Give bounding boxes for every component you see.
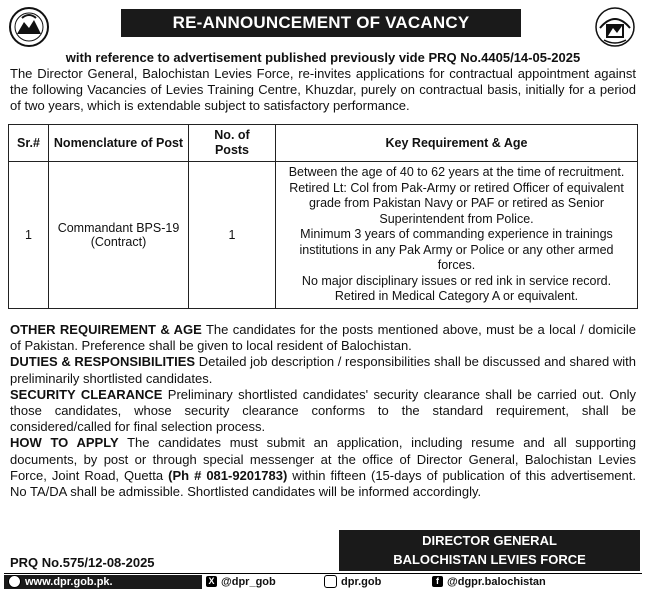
cell-requirements (276, 162, 638, 309)
header-sr: Sr.# (9, 125, 49, 162)
reference-line: with reference to advertisement published previously vide PRQ No.4405/14-05-2025 (65, 50, 581, 65)
header-posts-line2: Posts (214, 143, 250, 157)
facebook-text: @dgpr.balochistan (447, 575, 546, 588)
apply-text-2: within fifteen (15-days of publication of this advertisement. No TA/DA shall be admissible. Shortlisted candidates will be informed accordingly. (10, 467, 636, 500)
signature-block (339, 530, 640, 571)
duties-heading: DUTIES & RESPONSIBILITIES (10, 354, 196, 370)
balochistan-government-seal-icon (594, 6, 636, 48)
apply-paragraph (10, 435, 636, 500)
footer-facebook[interactable] (428, 575, 642, 589)
instagram-text: dpr.gob (341, 575, 382, 588)
signature-title: DIRECTOR GENERAL (422, 533, 557, 548)
requirement-item: Between the age of 40 to 62 years at the time of recruitment. (288, 165, 625, 179)
header-requirement: Key Requirement & Age (276, 125, 638, 162)
apply-text: The candidates must submit an application, including resume and all supporting documents, by post or through special messenger at the office of Director General, Balochistan Levies Force, Joint Road, Quetta (10, 435, 636, 483)
apply-phone: (Ph # 081-9201783) (168, 467, 288, 483)
details-section (10, 322, 636, 500)
security-heading: SECURITY CLEARANCE (10, 386, 163, 402)
security-paragraph (10, 387, 636, 436)
table-header-row (9, 125, 638, 162)
table-row (9, 162, 638, 309)
post-title: Commandant BPS-19 (57, 220, 180, 235)
other-requirement-text: The candidates for the posts mentioned above, must be a local / domicile of Pakistan. Preference shall be given to local resident of Balochistan. (10, 322, 636, 354)
levies-force-emblem-icon (8, 6, 50, 48)
page-title: RE-ANNOUNCEMENT OF VACANCY (121, 9, 521, 37)
post-type: (Contract) (90, 234, 147, 249)
header-post: Nomenclature of Post (49, 125, 189, 162)
instagram-icon (324, 575, 337, 588)
apply-heading: HOW TO APPLY (10, 435, 119, 451)
vacancy-table (8, 124, 638, 309)
duties-text: Detailed job description / responsibilities shall be discussed and shared with preliminarily shortlisted candidates. (10, 354, 637, 386)
x-twitter-icon: X (206, 576, 217, 587)
requirement-item: Minimum 3 years of commanding experience in trainings institutions in any Pak Army or Police or any other armed forces. (299, 227, 614, 272)
requirement-item: Retired in Medical Category A or equivalent. (334, 289, 579, 303)
requirement-item: Retired Lt: Col from Pak-Army or retired Officer of equivalent grade from Pakistan Navy or PAF or retired as Senior Superintendent from Police. (289, 180, 624, 226)
cell-posts: 1 (189, 162, 276, 309)
footer-instagram[interactable] (320, 575, 428, 589)
header-posts-line1: No. of (214, 128, 250, 142)
requirement-item: No major disciplinary issues or red ink in service record. (301, 273, 612, 288)
facebook-icon: f (432, 576, 443, 587)
footer-twitter[interactable] (202, 575, 320, 589)
globe-icon (8, 575, 21, 588)
duties-paragraph (10, 354, 636, 386)
twitter-text: @dpr_gob (221, 575, 276, 588)
signature-organization: BALOCHISTAN LEVIES FORCE (393, 552, 586, 567)
other-requirement-paragraph (10, 322, 636, 354)
footer-website[interactable] (4, 575, 202, 589)
cell-post (49, 162, 189, 309)
prq-number: PRQ No.575/12-08-2025 (10, 555, 155, 570)
intro-paragraph: The Director General, Balochistan Levies Force, re-invites applications for contractual appointment against the following Vacancies of Levies Training Centre, Khuzdar, purely on contractual basis, initially for a period of two years, which is extendable subject to satisfactory performance. (10, 66, 636, 113)
security-text: Preliminary shortlisted candidates' security clearance shall be carried out. Only those candidates, whose security clearance conforms to the standard requirement, shall be considered/called for final selection process. (10, 386, 636, 435)
header-posts (189, 125, 276, 162)
cell-sr: 1 (9, 162, 49, 309)
other-requirement-heading: OTHER REQUIREMENT & AGE (10, 322, 202, 337)
social-footer (4, 573, 642, 589)
website-text: www.dpr.gob.pk. (25, 575, 113, 588)
